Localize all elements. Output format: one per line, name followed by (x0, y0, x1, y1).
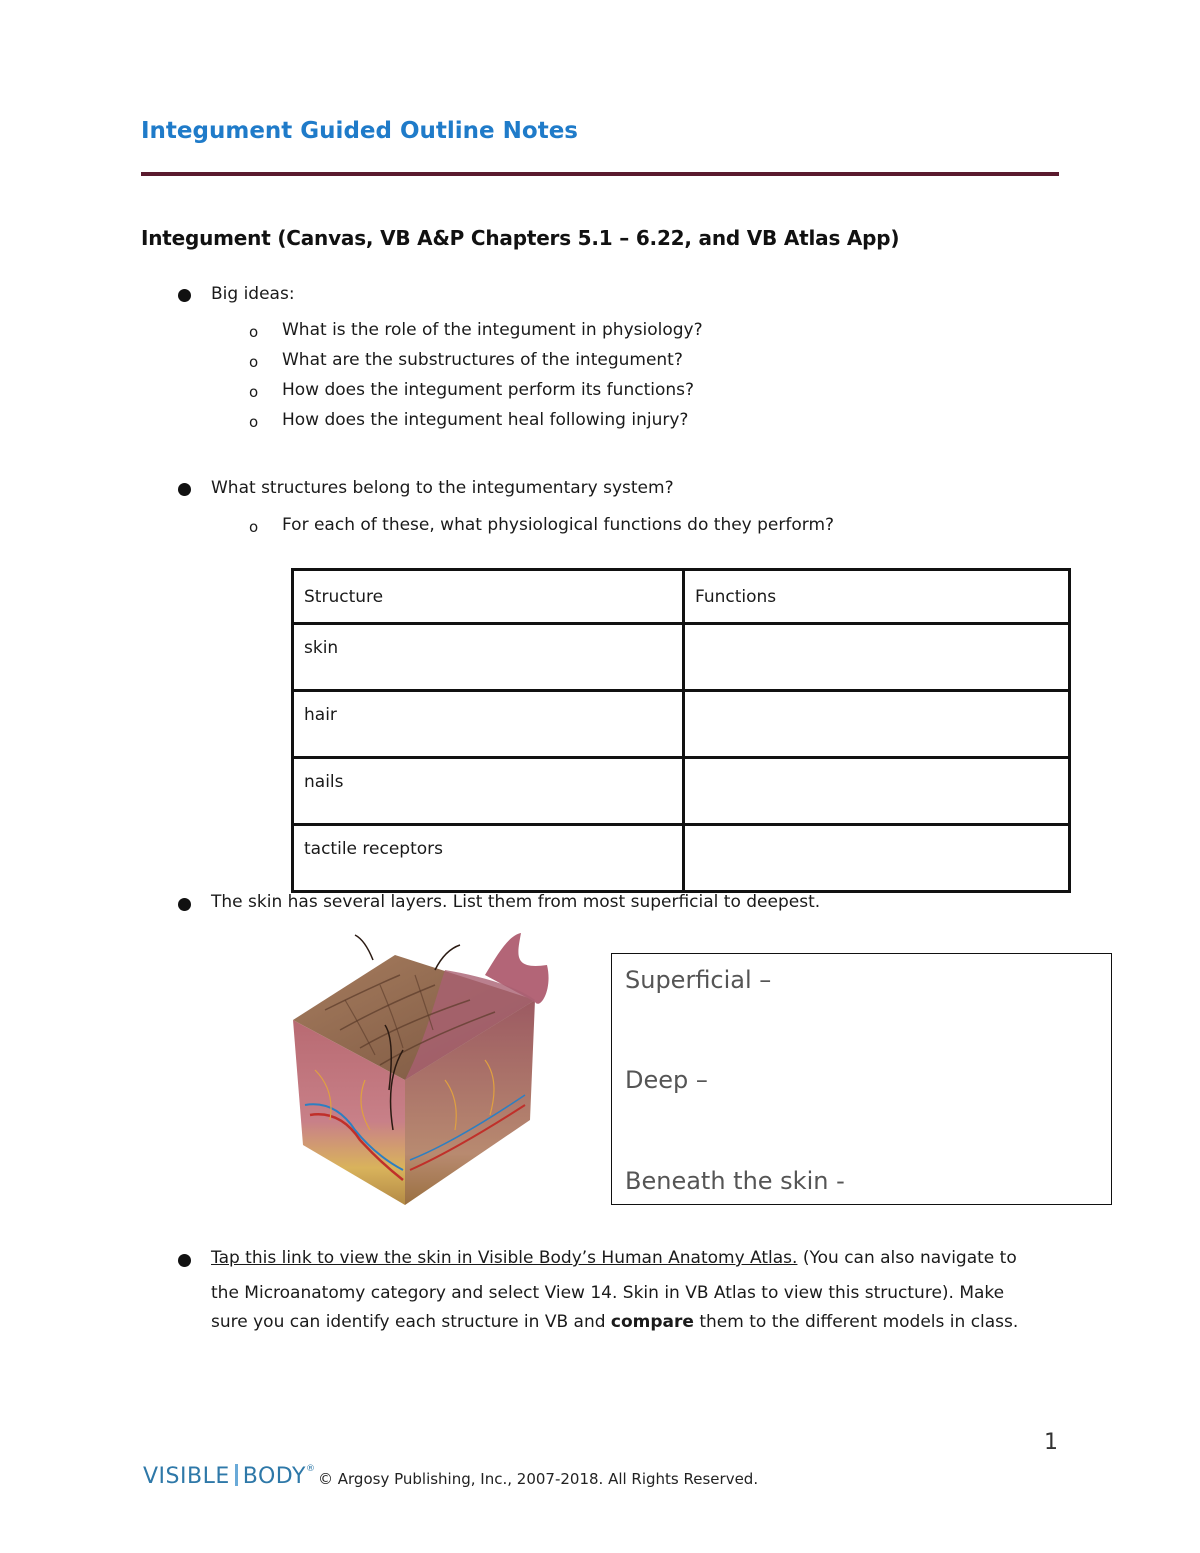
big-ideas-label: Big ideas: (211, 284, 295, 304)
sub-bullet-icon: o (249, 383, 259, 401)
table-row (293, 758, 1070, 825)
section-heading: Integument (Canvas, VB A&P Chapters 5.1 – 6.22, and VB Atlas App) (141, 226, 900, 250)
visible-body-atlas-link[interactable]: Tap this link to view the skin in Visible Body’s Human Anatomy Atlas. (211, 1248, 798, 1268)
logo-text: BODY (242, 1464, 306, 1489)
logo-text: VISIBLE (143, 1464, 230, 1489)
table-row (293, 825, 1070, 892)
table-header-cell: Structure (293, 570, 684, 624)
copyright-notice: © Argosy Publishing, Inc., 2007-2018. All Rights Reserved. (318, 1470, 759, 1488)
layer-beneath-label: Beneath the skin - (625, 1167, 845, 1195)
skin-cross-section-image (285, 930, 560, 1210)
big-idea-item: How does the integument heal following injury? (282, 410, 689, 430)
table-cell-structure: nails (293, 758, 684, 825)
table-header-cell: Functions (684, 570, 1070, 624)
bullet-icon (178, 898, 191, 911)
sub-bullet-icon: o (249, 353, 259, 371)
table-cell-structure: hair (293, 691, 684, 758)
link-paragraph-text: (You can also navigate to (797, 1248, 1017, 1268)
big-idea-item: How does the integument perform its functions? (282, 380, 695, 400)
layer-deep-label: Deep – (625, 1066, 708, 1094)
skin-layers-box[interactable] (611, 953, 1112, 1205)
logo-figure-icon (235, 1464, 238, 1486)
document-title: Integument Guided Outline Notes (141, 118, 578, 144)
title-divider (141, 172, 1059, 176)
link-paragraph-line-2: the Microanatomy category and select View 14. Skin in VB Atlas to view this structure). Make (211, 1283, 1005, 1303)
bullet-icon (178, 1254, 191, 1267)
table-cell-structure: tactile receptors (293, 825, 684, 892)
table-cell-functions[interactable] (684, 825, 1070, 892)
table-cell-functions[interactable] (684, 624, 1070, 691)
link-paragraph-text: them to the different models in class. (693, 1312, 1019, 1332)
sub-bullet-icon: o (249, 323, 259, 341)
layers-prompt: The skin has several layers. List them from most superficial to deepest. (211, 892, 821, 912)
table-header-row (293, 570, 1070, 624)
table-row (293, 624, 1070, 691)
visible-body-logo (143, 1464, 315, 1489)
bullet-icon (178, 483, 191, 496)
table-cell-structure: skin (293, 624, 684, 691)
layer-superficial-label: Superficial – (625, 966, 772, 994)
skin-cross-section-icon (285, 930, 560, 1210)
bullet-icon (178, 289, 191, 302)
structures-table (291, 568, 1071, 893)
sub-bullet-icon: o (249, 413, 259, 431)
page-number: 1 (1044, 1430, 1058, 1455)
structures-question: What structures belong to the integumentary system? (211, 478, 674, 498)
big-idea-item: What is the role of the integument in physiology? (282, 320, 703, 340)
structures-subquestion: For each of these, what physiological functions do they perform? (282, 515, 835, 535)
link-paragraph-line-1 (211, 1248, 1017, 1268)
emphasis-compare: compare (610, 1312, 694, 1332)
table-cell-functions[interactable] (684, 758, 1070, 825)
logo-mark: ® (305, 1464, 316, 1474)
sub-bullet-icon: o (249, 518, 259, 536)
table-row (293, 691, 1070, 758)
big-idea-item: What are the substructures of the integument? (282, 350, 683, 370)
link-paragraph-text: sure you can identify each structure in VB and (211, 1312, 611, 1332)
link-paragraph-line-3 (211, 1312, 1018, 1332)
table-cell-functions[interactable] (684, 691, 1070, 758)
